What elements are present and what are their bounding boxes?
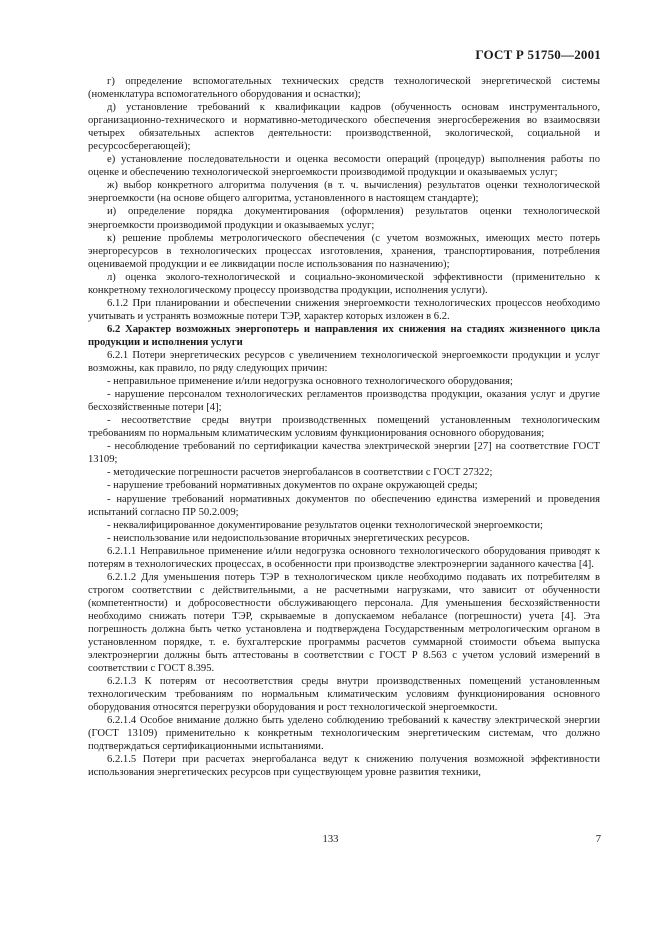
paragraph: - нарушение персоналом технологических регламентов производства продукции, оказания услуг и другие бесхозяйственные потери [4]; <box>88 389 600 414</box>
paragraph: ж) выбор конкретного алгоритма получения (в т. ч. вычисления) результатов оценки технологической энергоемкости (на основе общего алгоритма, установленного в настоящем стандарте); <box>88 180 600 205</box>
paragraph: к) решение проблемы метрологического обеспечения (с учетом возможных, имеющих место потерь энергоресурсов в технологических процессах изготовления, хранения, транспортирования, потребления оцениваемой продукции и ее ликвидации после использования по назначению); <box>88 232 600 270</box>
document-header: ГОСТ Р 51750—2001 <box>475 47 601 62</box>
paragraph: - несоответствие среды внутри производственных помещений установленным технологическим требованиям по нормальным климатическим условиям функционирования основного оборудования; <box>88 415 600 440</box>
paragraph: - неквалифицированное документирование результатов оценки технологической энергоемкости; <box>107 519 543 531</box>
paragraph: - методические погрешности расчетов энергобалансов в соответствии с ГОСТ 27322; <box>107 467 493 479</box>
document-body <box>88 75 600 780</box>
paragraph: - нарушение требований нормативных документов по охране окружающей среды; <box>107 480 478 492</box>
paragraph: 6.2.1.3 К потерям от несоответствия среды внутри производственных помещений установленным технологическим требованиям по нормальным климатическим условиям функционирования основного оборудования относятся перегрузки оборудования и рост технологической энергоемкости. <box>88 676 600 714</box>
paragraph: е) установление последовательности и оценка весомости операций (процедур) выполнения работы по оценке и обеспечению технологической энергоемкости производимой продукции и оказываемых услуг; <box>88 154 600 179</box>
paragraph: г) определение вспомогательных технических средств технологической энергетической системы (номенклатура вспомогательного оборудования и оснастки); <box>88 76 600 101</box>
paragraph: 6.2.1.1 Неправильное применение и/или недогрузка основного технологического оборудования приводят к потерям в технологических процессах, в особенности при производстве электроэнергии заданного качества [4]. <box>88 545 600 570</box>
paragraph: 6.2.1 Потери энергетических ресурсов с увеличением технологической энергоемкости продукции и услуг возможны, как правило, по ряду следующих причин: <box>88 349 600 375</box>
page-number-center: 133 <box>322 834 339 845</box>
paragraph: 6.1.2 При планировании и обеспечении снижения энергоемкости технологических процессов необходимо учитывать и устранять возможные потери ТЭР, характер которых изложен в 6.2. <box>88 297 600 322</box>
paragraph: л) оценка эколого-технологической и социально-экономической эффективности (применительно к конкретному технологическому процессу производства продукции, исполнения услуги). <box>88 271 600 296</box>
paragraph: - несоблюдение требований по сертификации качества электрической энергии [27] на соответствие ГОСТ 13109; <box>88 441 600 466</box>
paragraph: 6.2.1.4 Особое внимание должно быть уделено соблюдению требований к качеству электрической энергии (ГОСТ 13109) применительно к конкретным технологическим энергетическим системам, что должно подтверждаться сертификационными испытаниями. <box>88 715 600 753</box>
page-number-right: 7 <box>595 834 601 845</box>
paragraph: 6.2.1.5 Потери при расчетах энергобаланса ведут к снижению получения возможной эффективности использования энергетических ресурсов при существующем уровне развития техники, <box>88 754 600 779</box>
section-heading: 6.2 Характер возможных энергопотерь и направления их снижения на стадиях жизненного цикла продукции и исполнения услуги <box>88 323 600 348</box>
paragraph: и) определение порядка документирования (оформления) результатов оценки технологической энергоемкости производимой продукции и оказываемых услуг; <box>88 206 600 231</box>
paragraph: - неиспользование или недоиспользование вторичных энергетических ресурсов. <box>107 532 470 544</box>
paragraph: д) установление требований к квалификации кадров (обученность основам инструментального, организационно-технического и нормативно-методического обеспечения энергосбережения во взаимосвязи четырех обязательных аспектов деятельности: производственной, экологической, социальной и ресурсосберегающей); <box>88 102 600 153</box>
paragraph: 6.2.1.2 Для уменьшения потерь ТЭР в технологическом цикле необходимо подавать их потребителям в строгом соответствии с действительными, а не расчетными нагрузками, что зависит от обученности (компетентности) и добросовестности обслуживающего персонала. Для уменьшения бесхозяйственности необходимо снижать потери ТЭР, скрываемые в допускаемом небалансе (погрешности) учета [4]. Эта погрешность должна быть четко установлена и подтверждена Государственным метрологическим органом в установленном порядке, т. е. бухгалтерские программы расчетов суммарной стоимости объема выпуска электроэнергии должны быть аттестованы в соответствии с ГОСТ Р 8.563 с учетом условий измерений в соответствии с ГОСТ 8.395. <box>88 571 600 675</box>
paragraph: - нарушение требований нормативных документов по обеспечению единства измерений и проведения испытаний согласно ПР 50.2.009; <box>88 493 600 518</box>
paragraph: - неправильное применение и/или недогрузка основного технологического оборудования; <box>107 376 513 388</box>
